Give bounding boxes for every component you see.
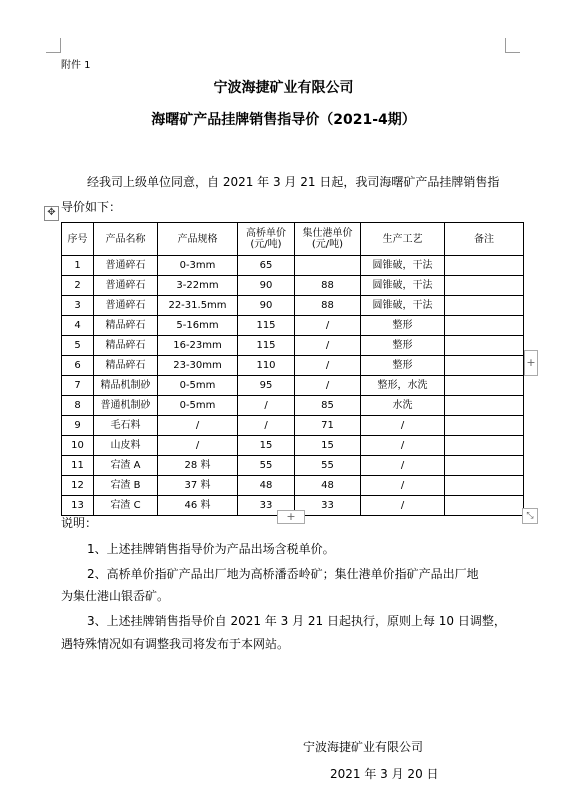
table-cell[interactable]: 0-5mm (158, 376, 238, 396)
header-cell: 生产工艺 (361, 223, 445, 256)
table-cell[interactable]: 33 (238, 496, 295, 516)
table-cell[interactable]: 精品碎石 (94, 316, 158, 336)
table-cell[interactable]: 48 (295, 476, 361, 496)
table-row (62, 376, 524, 396)
note-2-line-2: 为集仕港山银岙矿。 (61, 589, 170, 603)
table-cell[interactable]: 毛石料 (94, 416, 158, 436)
table-cell[interactable]: / (361, 436, 445, 456)
table-cell[interactable] (445, 476, 524, 496)
table-cell[interactable] (445, 416, 524, 436)
table-cell[interactable] (445, 436, 524, 456)
table-cell[interactable] (445, 256, 524, 276)
table-cell[interactable]: / (158, 416, 238, 436)
table-cell[interactable] (445, 276, 524, 296)
add-column-icon[interactable]: + (524, 350, 538, 376)
note-2-line-1: 2、高桥单价指矿产品出厂地为高桥潘岙岭矿；集仕港单价指矿产品出厂地 (87, 567, 479, 581)
table-row (62, 396, 524, 416)
notes-heading: 说明： (61, 516, 98, 530)
table-cell[interactable]: / (361, 496, 445, 516)
table-cell[interactable]: 55 (295, 456, 361, 476)
table-cell[interactable]: 88 (295, 276, 361, 296)
table-cell[interactable]: 71 (295, 416, 361, 436)
table-cell[interactable]: 宕渣 B (94, 476, 158, 496)
header-cell: 备注 (445, 223, 524, 256)
crop-mark-top-left (46, 38, 61, 53)
table-cell[interactable]: 整形 (361, 316, 445, 336)
table-cell[interactable]: 7 (62, 376, 94, 396)
table-cell[interactable]: 精品机制砂 (94, 376, 158, 396)
table-cell[interactable]: / (295, 376, 361, 396)
table-cell[interactable] (445, 496, 524, 516)
table-cell[interactable]: 12 (62, 476, 94, 496)
table-cell[interactable] (445, 356, 524, 376)
table-row (62, 436, 524, 456)
table-cell[interactable]: 普通碎石 (94, 296, 158, 316)
table-cell[interactable]: 13 (62, 496, 94, 516)
table-cell[interactable]: 37 料 (158, 476, 238, 496)
table-cell[interactable]: 4 (62, 316, 94, 336)
table-cell[interactable]: 山皮料 (94, 436, 158, 456)
table-row (62, 416, 524, 436)
table-cell[interactable]: 28 料 (158, 456, 238, 476)
table-cell[interactable]: 115 (238, 336, 295, 356)
document-title: 海曙矿产品挂牌销售指导价（2021-4期） (151, 112, 416, 128)
table-cell[interactable] (445, 316, 524, 336)
table-cell[interactable]: 15 (295, 436, 361, 456)
header-cell: 产品名称 (94, 223, 158, 256)
table-row (62, 476, 524, 496)
table-cell[interactable]: / (158, 436, 238, 456)
table-cell[interactable]: 宕渣 C (94, 496, 158, 516)
table-cell[interactable]: 圆锥破，干法 (361, 256, 445, 276)
table-cell[interactable]: 48 (238, 476, 295, 496)
table-cell[interactable]: 85 (295, 396, 361, 416)
table-row (62, 296, 524, 316)
intro-line-1: 经我司上级单位同意，自 2021 年 3 月 21 日起，我司海曙矿产品挂牌销售指 (87, 175, 500, 189)
header-cell: 集仕港单价 (元/吨) (295, 223, 361, 256)
table-cell[interactable]: 整形 (361, 336, 445, 356)
table-cell[interactable]: 115 (238, 316, 295, 336)
table-cell[interactable] (445, 336, 524, 356)
table-cell[interactable]: 10 (62, 436, 94, 456)
note-3-line-1: 3、上述挂牌销售指导价自 2021 年 3 月 21 日起执行，原则上每 10 日调整， (87, 614, 506, 628)
table-cell[interactable]: 普通碎石 (94, 276, 158, 296)
table-cell[interactable]: 6 (62, 356, 94, 376)
table-cell[interactable]: / (295, 336, 361, 356)
table-cell[interactable] (295, 256, 361, 276)
table-cell[interactable]: 5-16mm (158, 316, 238, 336)
note-3-line-2: 遇特殊情况如有调整我司将发布于本网站。 (61, 637, 290, 651)
table-cell[interactable]: 8 (62, 396, 94, 416)
table-cell[interactable]: 33 (295, 496, 361, 516)
table-cell[interactable]: 55 (238, 456, 295, 476)
price-table (61, 222, 524, 516)
note-1: 1、上述挂牌销售指导价为产品出场含税单价。 (87, 542, 335, 556)
table-row (62, 356, 524, 376)
table-cell[interactable]: 88 (295, 296, 361, 316)
table-cell[interactable]: 65 (238, 256, 295, 276)
table-cell[interactable]: 22-31.5mm (158, 296, 238, 316)
table-cell[interactable] (445, 296, 524, 316)
signature-company: 宁波海捷矿业有限公司 (303, 740, 424, 754)
table-cell[interactable] (445, 456, 524, 476)
table-cell[interactable]: 精品碎石 (94, 356, 158, 376)
table-cell[interactable]: 整形 (361, 356, 445, 376)
table-cell[interactable]: 23-30mm (158, 356, 238, 376)
table-cell[interactable]: 3-22mm (158, 276, 238, 296)
table-cell[interactable]: 圆锥破，干法 (361, 276, 445, 296)
table-cell[interactable]: / (361, 416, 445, 436)
table-header-row (62, 223, 524, 256)
signature-date: 2021 年 3 月 20 日 (330, 767, 439, 781)
table-cell[interactable]: 46 料 (158, 496, 238, 516)
table-cell[interactable]: 9 (62, 416, 94, 436)
table-cell[interactable]: / (295, 356, 361, 376)
table-cell[interactable]: 15 (238, 436, 295, 456)
table-cell[interactable]: / (295, 316, 361, 336)
table-cell[interactable]: / (361, 456, 445, 476)
table-body (62, 256, 524, 516)
table-cell[interactable]: 90 (238, 276, 295, 296)
table-cell[interactable] (445, 376, 524, 396)
add-row-icon[interactable]: + (277, 510, 305, 524)
crop-mark-top-right (505, 38, 520, 53)
table-cell[interactable]: 5 (62, 336, 94, 356)
table-cell[interactable]: 0-5mm (158, 396, 238, 416)
table-cell[interactable]: / (238, 396, 295, 416)
table-cell[interactable]: 圆锥破，干法 (361, 296, 445, 316)
table-cell[interactable]: 0-3mm (158, 256, 238, 276)
table-cell[interactable]: 水洗 (361, 396, 445, 416)
table-cell[interactable]: 普通碎石 (94, 256, 158, 276)
table-resize-icon[interactable]: ⤡ (522, 508, 538, 524)
table-cell[interactable]: 110 (238, 356, 295, 376)
table-cell[interactable]: 3 (62, 296, 94, 316)
table-move-icon[interactable]: ✥ (44, 206, 59, 221)
attachment-label: 附件 1 (61, 60, 91, 71)
header-cell: 产品规格 (158, 223, 238, 256)
table-cell[interactable]: 普通机制砂 (94, 396, 158, 416)
table-cell[interactable]: 1 (62, 256, 94, 276)
table-cell[interactable]: 90 (238, 296, 295, 316)
table-cell[interactable]: 整形，水洗 (361, 376, 445, 396)
table-cell[interactable]: / (361, 476, 445, 496)
table-row (62, 276, 524, 296)
table-cell[interactable]: 宕渣 A (94, 456, 158, 476)
table-cell[interactable]: 95 (238, 376, 295, 396)
intro-line-2: 导价如下： (61, 200, 122, 214)
table-row (62, 456, 524, 476)
table-row (62, 316, 524, 336)
table-cell[interactable]: 16-23mm (158, 336, 238, 356)
table-row (62, 336, 524, 356)
table-cell[interactable] (445, 396, 524, 416)
table-cell[interactable]: 2 (62, 276, 94, 296)
company-title: 宁波海捷矿业有限公司 (213, 80, 354, 96)
header-cell: 序号 (62, 223, 94, 256)
header-cell: 高桥单价 (元/吨) (238, 223, 295, 256)
table-cell[interactable]: 11 (62, 456, 94, 476)
table-row (62, 256, 524, 276)
table-cell[interactable]: / (238, 416, 295, 436)
table-cell[interactable]: 精品碎石 (94, 336, 158, 356)
